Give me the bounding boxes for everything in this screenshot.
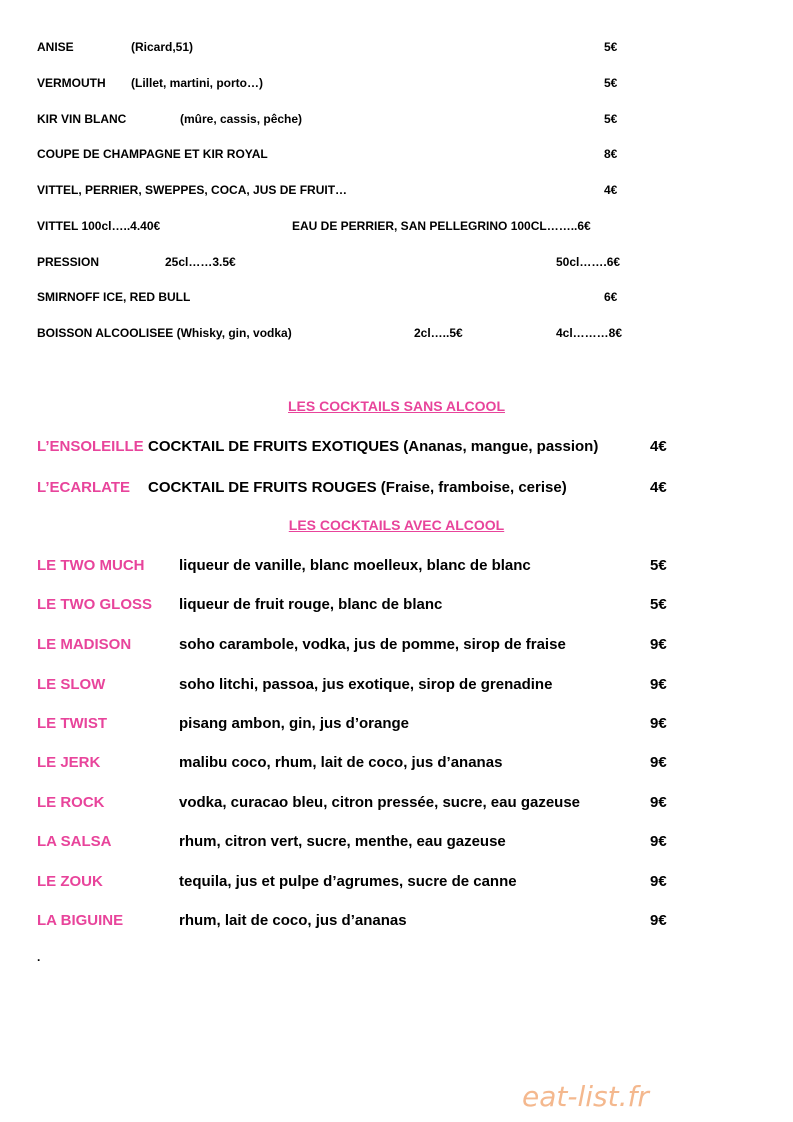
cocktail-description: soho litchi, passoa, jus exotique, sirop de grenadine xyxy=(179,676,553,693)
cocktail-name: LE TWIST xyxy=(37,715,107,732)
footnote-dot: . xyxy=(37,950,41,964)
drink-detail: 2cl…..5€ xyxy=(414,326,463,340)
drink-name: VITTEL, PERRIER, SWEPPES, COCA, JUS DE FRUIT… xyxy=(37,183,348,197)
drink-name: PRESSION xyxy=(37,255,100,269)
cocktail-name: LE MADISON xyxy=(37,636,132,653)
cocktail-description: pisang ambon, gin, jus d’orange xyxy=(179,715,410,732)
drink-name: BOISSON ALCOOLISEE (Whisky, gin, vodka) xyxy=(37,326,292,340)
drink-name: KIR VIN BLANC xyxy=(37,112,127,126)
cocktail-name: L’ENSOLEILLE xyxy=(37,438,144,455)
cocktail-price: 9€ xyxy=(650,715,667,732)
cocktail-name: L’ECARLATE xyxy=(37,479,131,496)
drink-price: 5€ xyxy=(604,76,618,90)
cocktail-description: liqueur de vanille, blanc moelleux, blanc de blanc xyxy=(179,557,531,574)
cocktail-description: vodka, curacao bleu, citron pressée, sucre, eau gazeuse xyxy=(179,794,581,811)
cocktail-description: tequila, jus et pulpe d’agrumes, sucre de canne xyxy=(179,873,517,890)
watermark-logo: eat-list.fr xyxy=(522,1080,649,1113)
drink-name: SMIRNOFF ICE, RED BULL xyxy=(37,290,191,304)
drink-price: 5€ xyxy=(604,40,618,54)
section-heading-sans-alcool: LES COCKTAILS SANS ALCOOL xyxy=(288,398,505,414)
cocktail-name: LE ZOUK xyxy=(37,873,103,890)
drink-price: 5€ xyxy=(604,112,618,126)
cocktail-price: 9€ xyxy=(650,794,667,811)
cocktail-name: LE TWO GLOSS xyxy=(37,596,152,613)
cocktail-name: LE JERK xyxy=(37,754,101,771)
cocktail-name: LE TWO MUCH xyxy=(37,557,145,574)
drink-name: VITTEL 100cl…..4.40€ xyxy=(37,219,161,233)
cocktail-description: COCKTAIL DE FRUITS EXOTIQUES (Ananas, mangue, passion) xyxy=(148,438,599,455)
drink-price: 4€ xyxy=(604,183,618,197)
cocktail-name: LA BIGUINE xyxy=(37,912,124,929)
drink-detail: 25cl……3.5€ xyxy=(165,255,236,269)
cocktail-price: 9€ xyxy=(650,912,667,929)
cocktail-price: 4€ xyxy=(650,479,667,496)
cocktail-price: 9€ xyxy=(650,676,667,693)
cocktail-price: 4€ xyxy=(650,438,667,455)
cocktail-description: malibu coco, rhum, lait de coco, jus d’ananas xyxy=(179,754,503,771)
drink-detail: (Lillet, martini, porto…) xyxy=(131,76,263,90)
cocktail-description: rhum, citron vert, sucre, menthe, eau gazeuse xyxy=(179,833,506,850)
cocktail-name: LA SALSA xyxy=(37,833,112,850)
drink-detail: (mûre, cassis, pêche) xyxy=(180,112,303,126)
drink-name: VERMOUTH xyxy=(37,76,106,90)
cocktail-name: LE SLOW xyxy=(37,676,106,693)
cocktail-description: liqueur de fruit rouge, blanc de blanc xyxy=(179,596,443,613)
cocktail-price: 9€ xyxy=(650,754,667,771)
cocktail-description: rhum, lait de coco, jus d’ananas xyxy=(179,912,407,929)
drink-detail: EAU DE PERRIER, SAN PELLEGRINO 100CL……..6€ xyxy=(292,219,591,233)
cocktail-description: soho carambole, vodka, jus de pomme, sirop de fraise xyxy=(179,636,566,653)
section-heading-avec-alcool: LES COCKTAILS AVEC ALCOOL xyxy=(288,517,505,533)
drink-detail: (Ricard,51) xyxy=(131,40,194,54)
drink-price: 6€ xyxy=(604,290,618,304)
cocktail-price: 9€ xyxy=(650,636,667,653)
cocktail-name: LE ROCK xyxy=(37,794,105,811)
drink-price: 50cl…….6€ xyxy=(556,255,621,269)
drink-price: 4cl………8€ xyxy=(556,326,623,340)
drink-price: 8€ xyxy=(604,147,618,161)
drink-name: COUPE DE CHAMPAGNE ET KIR ROYAL xyxy=(37,147,268,161)
cocktail-price: 9€ xyxy=(650,833,667,850)
drink-name: ANISE xyxy=(37,40,74,54)
cocktail-description: COCKTAIL DE FRUITS ROUGES (Fraise, framboise, cerise) xyxy=(148,479,567,496)
cocktail-price: 9€ xyxy=(650,873,667,890)
cocktail-price: 5€ xyxy=(650,557,667,574)
cocktail-price: 5€ xyxy=(650,596,667,613)
